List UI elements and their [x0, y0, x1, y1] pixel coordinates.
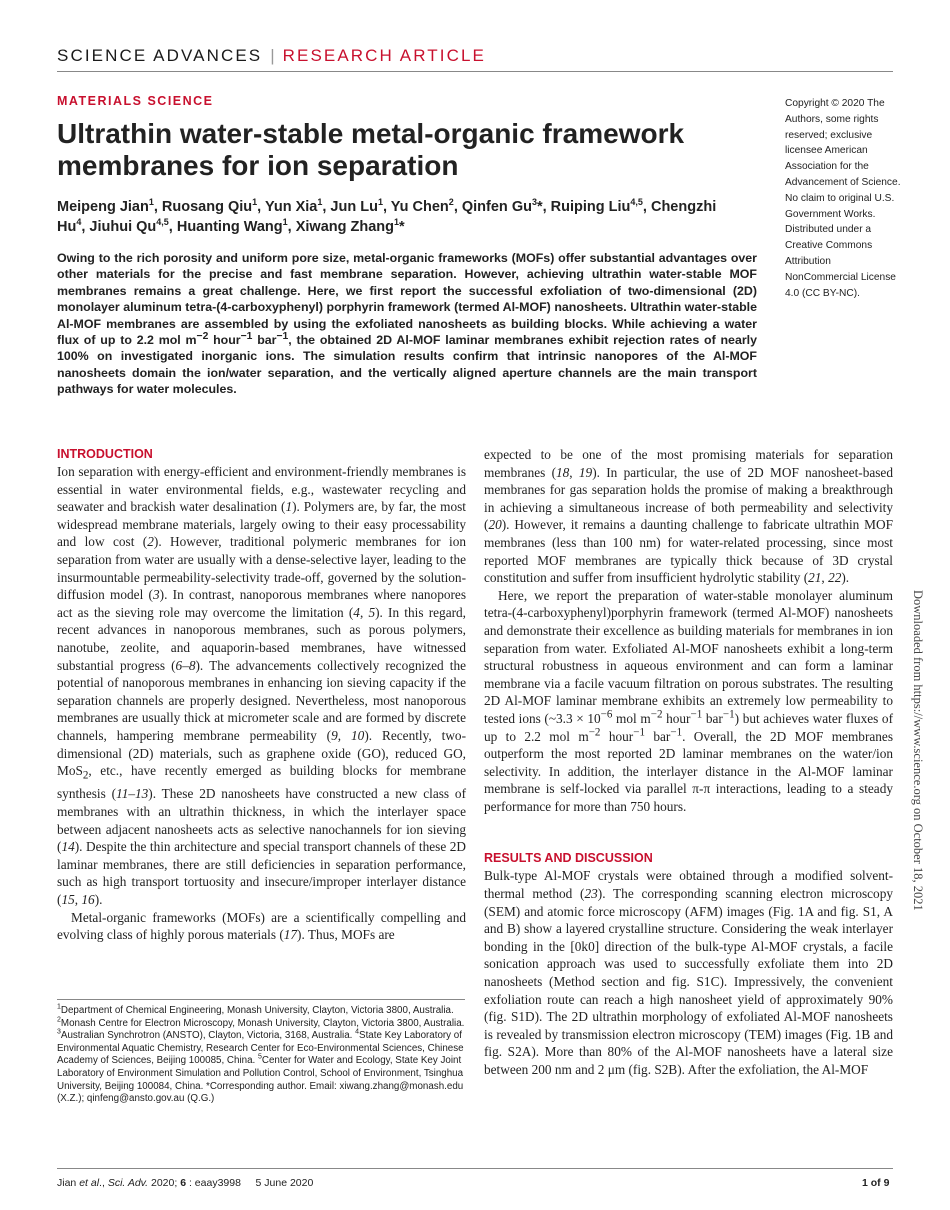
- intro-paragraph-4: Here, we report the preparation of water-stable monolayer aluminum tetra-(4-carboxyphenyl)porphyrin framework (termed Al-MOF) nanosheets and demonstrate their excellence as building materials for membranes in ion separation from water. Exfoliated Al-MOF nanosheets exhibit a long-term structural robustness in aqueous environment and can form a laminar membrane via a facile vacuum filtration on porous substrates. The resulting 2D Al-MOF laminar membrane exhibits an extremely low permeability to tested ions (~3.3 × $10^{-6}$ mol $m^{-2}$ hour$^{-1}$ bar$^{-1}$) but achieves water fluxes of up to 2.2 mol $m^{-2}$ hour$^{-1}$ bar$^{-1}$. Overall, the 2D MOF membranes outperform the most reported 2D laminar membranes on the water/ion selectivity. In addition, the interlayer distance in the Al-MOF laminar membrane is self-locked via parallel π-π interactions, leading to a steady performance for more than 750 hours.: [484, 587, 894, 814]
- intro-paragraph-1: Ion separation with energy-efficient and environment-friendly membranes is essential in water environmental fields, e.g., wastewater recycling and seawater and brackish water desalination (1). Polymers are, by far, the most widespread membrane materials, largely owing to their easy processability and low cost (2). However, traditional polymeric membranes for ion separation from water are usually with a dense-selective layer, leading to the insurmountable permeability-selectivity trade-off, governed by the solution-diffusion model (3). In contrast, nanoporous membranes where nanopores act as the sieving role may overcome the limitation (4, 5). In this regard, recent advances in nanoporous membranes, such as porous polymers, nanotube, zeolite, and aquaporin-based membranes, have witnessed substantial progress (6–8). The advancements collectively recognized the potential of nanoporous membranes in enhancing ion sieving capacity if the separation channels are properly designed. Nevertheless, most nanoporous membranes are usually thick at micrometer scale and are formed by discrete channels, hampering membrane permeability (9, 10). Recently, two-dimensional (2D) materials, such as graphene oxide (GO), reduced GO, MoS$_2$, etc., have recently emerged as building blocks for membrane synthesis (11–13). These 2D nanosheets have constructed a new class of membranes with an ultrathin thickness, in which the interlayer space between adjacent nanosheets acts as selective nanochannels for ion sieving (14). Despite the thin architecture and special transport channels of these 2D laminar membranes, there are still deficiencies in separation performance, such as high transport tortuosity and insecure/improper interlayer distance (15, 16).: [57, 464, 467, 907]
- intro-paragraph-3: expected to be one of the most promising materials for separation membranes (18, 19). In particular, the use of 2D MOF nanosheet-based membranes for gas separation holds the promise of making a breakthrough in achieving a simultaneous increase of both permeability and selectivity (20). However, it remains a daunting challenge to fabricate ultrathin MOF membranes (less than 100 nm) for water-related processing, since most reported MOF membranes are typically thick because of 3D crystal constitution and suffer from insufficient hydrolytic stability (21, 22).: [484, 447, 893, 586]
- author-list: Meipeng Jian$^1$, Ruosang Qiu$^1$, Yun Xia$^1$, Jun Lu$^1$, Yu Chen$^2$, Qinfen Gu$^3$*, Ruiping Liu$^{4,5}$, Chengzhi Hu$^4$, Jiuhui Qu$^{4,5}$, Huanting Wang$^1$, Xiwang Zhang$^1$*: [57, 197, 717, 235]
- download-watermark: Downloaded from https://www.science.org on October 18, 2021: [911, 590, 925, 911]
- header-separator: |: [270, 46, 275, 65]
- journal-header: [57, 46, 486, 66]
- intro-heading: INTRODUCTION: [57, 447, 153, 461]
- results-heading: RESULTS AND DISCUSSION: [484, 851, 653, 866]
- footer-rule: [57, 1168, 893, 1169]
- page-number: 1 of 9: [862, 1177, 890, 1189]
- article-title: Ultrathin water-stable metal-organic framework membranes for ion separation: [57, 118, 685, 181]
- left-column: [57, 446, 466, 944]
- footer-citation: Jian et al., Sci. Adv. 2020; 6 : eaay3998 5 June 2020: [57, 1177, 314, 1189]
- abstract: Owing to the rich porosity and uniform pore size, metal-organic frameworks (MOFs) offer substantial advantages over other materials for the precise and fast membrane separation. However, achieving ultrathin water-stable MOF membranes remains a great challenge. Here, we first report the successful exfoliation of two-dimensional (2D) monolayer aluminum tetra-(4-carboxyphenyl) porphyrin framework (termed Al-MOF) nanosheets. Ultrathin water-stable Al-MOF membranes are assembled by using the exfoliated nanosheets as building blocks. While achieving a water flux of up to 2.2 mol $m^{-2}$ hour$^{-1}$ bar$^{-1}$, the obtained 2D Al-MOF laminar membranes exhibit rejection rates of nearly 100% on investigated inorganic ions. The simulation results confirm that intrinsic nanopores of the Al-MOF nanosheets domain the ion/water separation, and the vertically aligned aperture channels are the main transport pathways for water molecules.: [57, 251, 757, 397]
- affiliations-rule: [57, 999, 465, 1000]
- journal-name: SCIENCE ADVANCES: [57, 46, 263, 65]
- section-tag: MATERIALS SCIENCE: [57, 94, 214, 108]
- article-type: RESEARCH ARTICLE: [282, 46, 486, 65]
- results-paragraph-1: Bulk-type Al-MOF crystals were obtained through a modified solvent-thermal method (23). The corresponding scanning electron microscopy (SEM) and atomic force microscopy (AFM) images (Fig. 1A and fig. S1, A and B) show a layered crystalline structure. Considering the weak interlayer bonding in the [0k0] direction of the bulk-type Al-MOF crystals, a facile sonication approach was used to successfully exfoliate them into 2D nanosheets (Method section and fig. S1C). Impressively, the convenient exfoliation route can reach a high nanosheet yield of approximately 90% (fig. S1D). The 2D ultrathin morphology of exfoliated Al-MOF nanosheets is revealed by transmission electron microscopy (TEM) images (Fig. 1B and fig. S2A). More than 80% of the Al-MOF nanosheets have a lateral size between 200 nm and 2 μm (fig. S2B). After the exfoliation, the Al-MOF: [484, 868, 893, 1077]
- header-rule: [57, 71, 893, 72]
- intro-paragraph-2: Metal-organic frameworks (MOFs) are a scientifically compelling and evolving class of highly porous materials (17). Thus, MOFs are: [57, 909, 466, 943]
- copyright-notice: Copyright © 2020 The Authors, some rights reserved; exclusive licensee American Association for the Advancement of Science. No claim to original U.S. Government Works. Distributed under a Creative Commons Attribution NonCommercial License 4.0 (CC BY-NC).: [785, 98, 901, 299]
- right-column: [484, 446, 893, 1079]
- affiliations: $^1$Department of Chemical Engineering, Monash University, Clayton, Victoria 3800, Australia. $^2$Monash Centre for Electron Microscopy, Monash University, Clayton, Victoria 3800, Australia. $^3$Australian Synchrotron (ANSTO), Clayton, Victoria, 3168, Australia. $^4$State Key Laboratory of Environmental Aquatic Chemistry, Research Center for Eco-Environmental Sciences, Chinese Academy of Sciences, Beijing 100085, China. $^5$Center for Water and Ecology, State Key Joint Laboratory of Environment Simulation and Pollution Control, School of Environment, Tsinghua University, Beijing 100084, China. *Corresponding author. Email: xiwang.zhang@monash.edu (X.Z.); qinfeng@ansto.gov.au (Q.G.): [57, 1003, 465, 1105]
